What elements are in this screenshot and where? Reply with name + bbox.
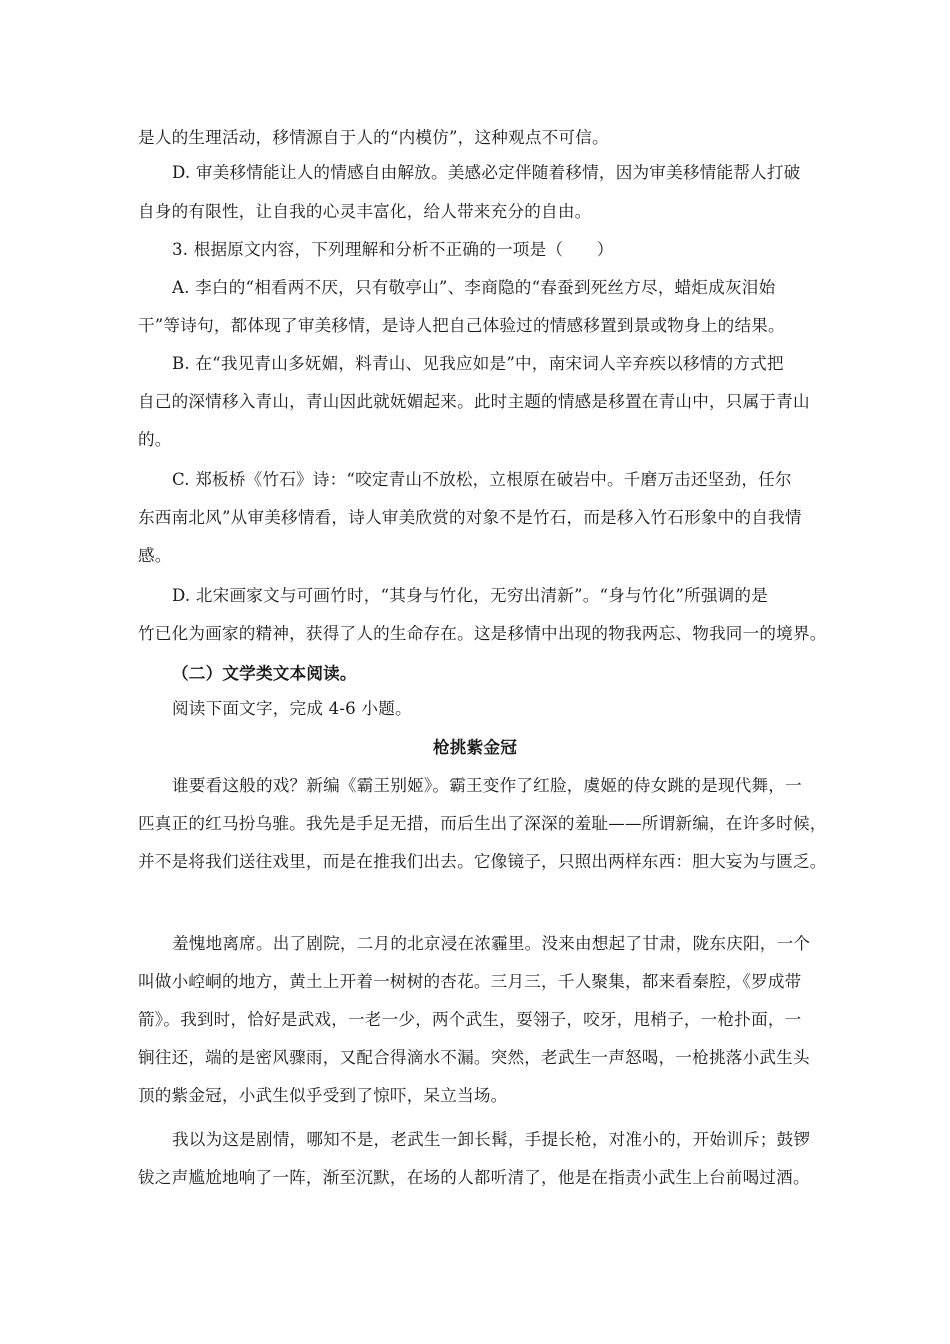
paragraph-line: 顶的紫金冠，小武生似乎受到了惊吓，呆立当场。 [138,1086,508,1105]
q3-option-c-line: 东西南北风”从审美移情看，诗人审美欣赏的对象不是竹石，而是移入竹石形象中的自我情 [138,508,802,527]
q3-option-b-line: B. 在“我见青山多妩媚，料青山、见我应如是”中，南宋词人辛弃疾以移情的方式把 [172,354,784,373]
paragraph-line: 我以为这是剧情，哪知不是，老武生一卸长髯，手提长枪，对准小的，开始训斥；鼓锣 [172,1130,811,1149]
paragraph-line: 并不是将我们送往戏里，而是在推我们出去。它像镜子，只照出两样东西：胆大妄为与匮乏。 [138,852,827,871]
q3-option-c-line: C. 郑板桥《竹石》诗：“咬定青山不放松，立根原在破岩中。千磨万击还坚劲，任尔 [172,470,792,489]
q2-option-c-tail: 是人的生理活动，移情源自于人的“内模仿”，这种观点不可信。 [138,128,609,147]
q2-option-d-line: D. 审美移情能让人的情感自由解放。美感必定伴随着移情，因为审美移情能帮人打破 [172,163,801,182]
q3-option-d-line: 竹已化为画家的精神，获得了人的生命存在。这是移情中出现的物我两忘、物我同一的境界。 [138,624,827,643]
story-title: 枪挑紫金冠 [433,737,517,757]
q3-option-c-line: 感。 [138,546,172,565]
q3-option-d-line: D. 北宋画家文与可画竹时，“其身与竹化，无穷出清新”。“身与竹化”所强调的是 [172,586,768,605]
q3-option-a-line: 干”等诗句，都体现了审美移情，是诗人把自己体验过的情感移置到景或物身上的结果。 [138,316,785,335]
q3-option-a-line: A. 李白的“相看两不厌，只有敬亭山”、李商隐的“春蚕到死丝方尽，蜡炬成灰泪始 [172,278,776,297]
paragraph-line: 匹真正的红马扮乌骓。我先是手足无措，而后生出了深深的羞耻——所谓新编，在许多时候， [138,814,827,833]
paragraph-line: 叫做小崆峒的地方，黄土上开着一树树的杏花。三月三，千人聚集，都来看秦腔，《罗成带 [138,972,802,991]
paragraph-line: 谁要看这般的戏？新编《霸王别姬》。霸王变作了红脸，虞姬的侍女跳的是现代舞，一 [172,776,802,795]
q2-option-d-line: 自身的有限性，让自我的心灵丰富化，给人带来充分的自由。 [138,202,592,221]
q3-option-b-line: 的。 [138,430,172,449]
q3-stem: 3. 根据原文内容，下列理解和分析不正确的一项是（ ） [172,240,614,259]
reading-instruction: 阅读下面文字，完成 4-6 小题。 [172,699,412,718]
paragraph-line: 箭》。我到时，恰好是武戏，一老一少，两个武生，耍翎子，咬牙，甩梢子，一枪扑面，一 [138,1010,802,1029]
section-heading: （二）文学类文本阅读。 [172,663,357,683]
paragraph-line: 钹之声尴尬地响了一阵，渐至沉默，在场的人都听清了，他是在指责小武生上台前喝过酒。 [138,1168,810,1187]
paragraph-line: 锏往还，端的是密风骤雨，又配合得滴水不漏。突然，老武生一声怒喝，一枪挑落小武生头 [138,1048,810,1067]
q3-option-b-line: 自己的深情移入青山，青山因此就妩媚起来。此时主题的情感是移置在青山中，只属于青山 [138,392,810,411]
paragraph-line: 羞愧地离席。出了剧院，二月的北京浸在浓霾里。没来由想起了甘肃，陇东庆阳，一个 [172,934,811,953]
